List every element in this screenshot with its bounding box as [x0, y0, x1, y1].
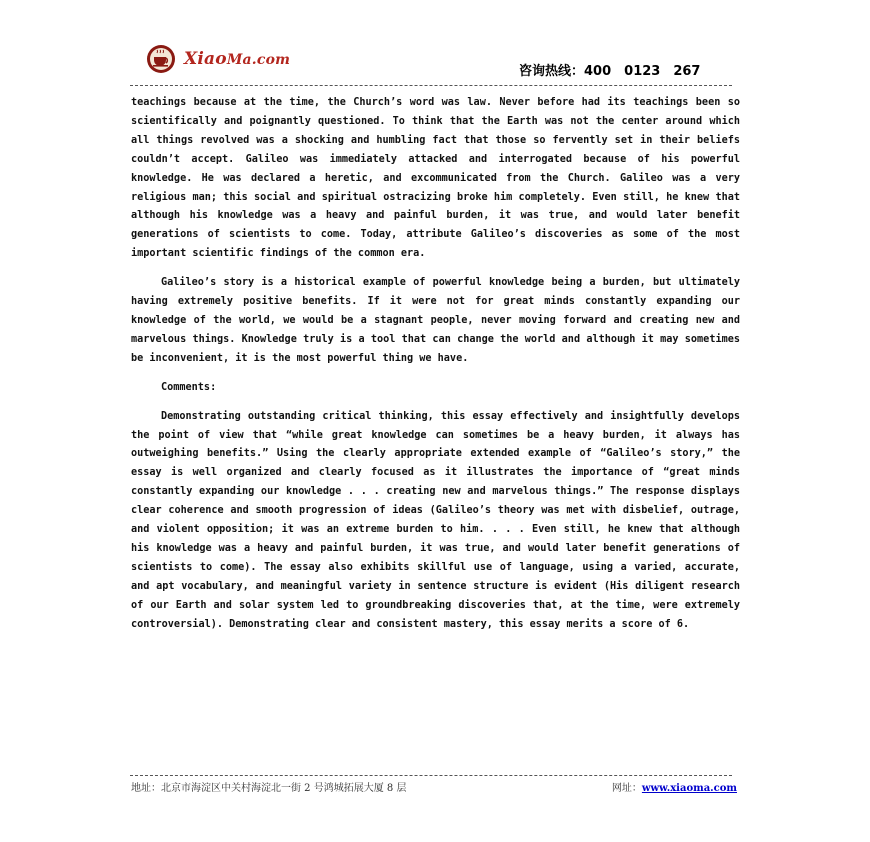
essay-body — [131, 94, 740, 634]
logo-wordmark-part1: Xiao — [184, 49, 227, 69]
footer-divider — [130, 775, 732, 776]
essay-paragraph-1: teachings because at the time, the Church’s word was law. Never before had its teachings been so scientifically and poignantly questioned. To think that the Earth was not the center around which all things revolved was a shocking and humbling fact that those so fervently set in their beliefs couldn’t accept. Galileo was immediately attacked and interrogated because of his powerful knowledge. He was declared a heretic, and excommunicated from the Church. Galileo was a very religious man; this social and spiritual ostracizing broke him completely. Even still, he knew that although his knowledge was a heavy and painful burden, it was true, and would later benefit generations of scientists to come. Today, attribute Galileo’s discoveries as some of the most important scientific findings of the common era. — [131, 97, 740, 260]
teacup-logo-icon — [146, 44, 176, 74]
hotline — [519, 60, 700, 79]
header-divider — [130, 85, 732, 86]
comments-heading-text: Comments: — [161, 381, 217, 393]
logo-wordmark-part2: Ma.com — [226, 52, 291, 68]
comments-heading — [131, 379, 740, 398]
footer-address: 地址：北京市海淀区中关村海淀北一街 2 号鸿城拓展大厦 8 层 — [131, 783, 407, 794]
hotline-label: 咨询热线： — [519, 64, 585, 79]
footer-website-label: 网址： — [611, 783, 642, 794]
logo — [146, 44, 290, 74]
logo-wordmark — [184, 49, 290, 69]
essay-paragraph-2: Galileo’s story is a historical example of powerful knowledge being a burden, but ultimately having extremely positive benefits. If it were not for great minds constantly expanding our knowledge of the world, we would be a stagnant people, never moving forward and creating new and marvelous things. Knowledge truly is a tool that can change the world and although it may sometimes be inconvenient, it is the most powerful thing we have. — [131, 277, 740, 364]
comments-paragraph: Demonstrating outstanding critical thinking, this essay effectively and insightfully develops the point of view that “while great knowledge can sometimes be a heavy burden, it always has outweighing benefits.” Using the clearly appropriate extended example of “Galileo’s story,” the essay is well organized and clearly focused as it illustrates the importance of “great minds constantly expanding our knowledge . . . creating new and marvelous things.” The response displays clear coherence and smooth progression of ideas (Galileo’s theory was met with disbelief, outrage, and violent opposition; it was an extreme burden to him. . . . Even still, he knew that although his knowledge was a heavy and painful burden, it was true, and would later benefit generations of scientists to come). The essay also exhibits skillful use of language, using a varied, accurate, and apt vocabulary, and meaningful variety in sentence structure is evident (His diligent research of our Earth and solar system led to groundbreaking discoveries that, at the time, were extremely controversial). Demonstrating clear and consistent mastery, this essay merits a score of 6. — [131, 410, 740, 630]
website-link[interactable]: www.xiaoma.com — [641, 783, 737, 794]
footer-website — [612, 779, 737, 794]
hotline-number: 400 0123 267 — [584, 64, 701, 79]
